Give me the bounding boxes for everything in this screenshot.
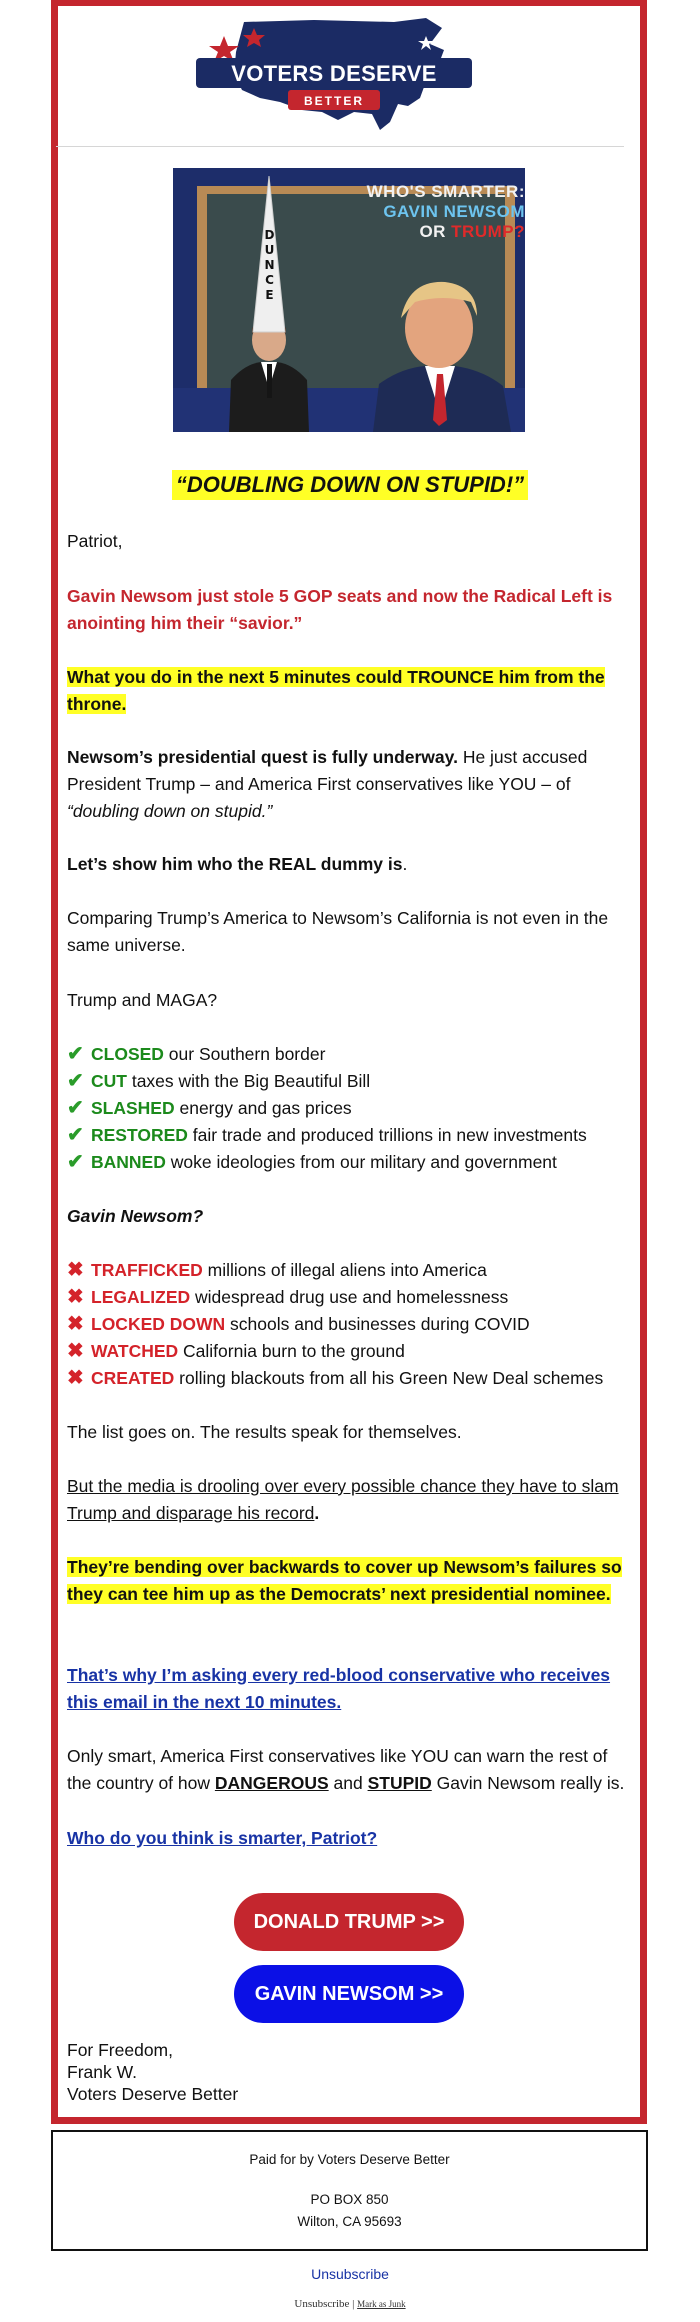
media-paragraph: But the media is drooling over every possible chance they have to slam Trump and disparage his record. [67, 1476, 619, 1523]
hero-line-3: OR TRUMP? [419, 222, 525, 241]
list-item: ✖ CREATED rolling blackouts from all his Green New Deal schemes [67, 1365, 634, 1392]
signoff [67, 2039, 634, 2105]
signoff-line: For Freedom, [67, 2040, 173, 2060]
paid-for-text: Paid for by Voters Deserve Better [249, 2152, 450, 2167]
list-item: ✖ TRAFFICKED millions of illegal aliens into America [67, 1257, 634, 1284]
list-item: ✖ LEGALIZED widespread drug use and homelessness [67, 1284, 634, 1311]
warn-paragraph: Only smart, America First conservatives like YOU can warn the rest of the country of how DANGEROUS and STUPID Gavin Newsom really is. [67, 1746, 625, 1793]
address-line-2: Wilton, CA 95693 [297, 2214, 402, 2229]
list-item: ✖ WATCHED California burn to the ground [67, 1338, 634, 1365]
list-item: ✔ CLOSED our Southern border [67, 1041, 634, 1068]
hero-headline [367, 182, 525, 242]
dummy-paragraph: Let’s show him who the REAL dummy is. [67, 854, 408, 874]
cross-icon: ✖ [67, 1340, 84, 1362]
comparison-paragraph: Comparing Trump’s America to Newsom’s California is not even in the same universe. [67, 908, 609, 955]
address-line-1: PO BOX 850 [310, 2192, 389, 2207]
logo-text: VOTERS DESERVE [231, 61, 437, 86]
unsubscribe-text-link[interactable]: Unsubscribe [294, 2298, 350, 2310]
headline [0, 470, 700, 500]
list-item: ✔ CUT taxes with the Big Beautiful Bill [67, 1068, 634, 1095]
cross-icon: ✖ [67, 1259, 84, 1281]
vote-trump-button[interactable]: DONALD TRUMP >> [234, 1893, 464, 1951]
question-link[interactable]: Who do you think is smarter, Patriot? [67, 1828, 378, 1848]
check-icon: ✔ [67, 1097, 84, 1119]
dunce-label: DUNCE [262, 228, 277, 303]
newsom-heading: Gavin Newsom? [67, 1206, 204, 1226]
quest-paragraph: Newsom’s presidential quest is fully underway. He just accused President Trump – and America First conservatives like YOU – of “doubling down on stupid.” [67, 747, 588, 821]
results-paragraph: The list goes on. The results speak for themselves. [67, 1422, 462, 1442]
list-item: ✔ BANNED woke ideologies from our military and government [67, 1149, 634, 1176]
cross-icon: ✖ [67, 1286, 84, 1308]
logo [0, 14, 700, 138]
list-item: ✔ SLASHED energy and gas prices [67, 1095, 634, 1122]
greeting: Patriot, [67, 531, 123, 551]
vote-newsom-button[interactable]: GAVIN NEWSOM >> [234, 1965, 464, 2023]
cross-icon: ✖ [67, 1313, 84, 1335]
unsubscribe-link[interactable]: Unsubscribe [311, 2266, 389, 2282]
mark-as-junk-link[interactable]: Mark as Junk [357, 2299, 406, 2309]
cross-icon: ✖ [67, 1367, 84, 1389]
newsom-list [67, 1257, 634, 1392]
hero-image[interactable] [173, 168, 525, 432]
divider [56, 146, 624, 147]
urgency-paragraph: What you do in the next 5 minutes could TROUNCE him from the throne. [67, 667, 605, 714]
trump-heading: Trump and MAGA? [67, 990, 218, 1010]
ask-link[interactable]: That’s why I’m asking every red-blood conservative who receives this email in the next 10 minutes. [67, 1665, 611, 1712]
list-item: ✖ LOCKED DOWN schools and businesses during COVID [67, 1311, 634, 1338]
headline-text: “DOUBLING DOWN ON STUPID!” [172, 470, 528, 500]
check-icon: ✔ [67, 1124, 84, 1146]
logo-subtext: BETTER [304, 94, 364, 108]
disclaimer-box [51, 2130, 648, 2251]
check-icon: ✔ [67, 1043, 84, 1065]
intro-paragraph: Gavin Newsom just stole 5 GOP seats and now the Radical Left is anointing him their “savior.” [67, 586, 613, 633]
signoff-org: Voters Deserve Better [67, 2084, 239, 2104]
check-icon: ✔ [67, 1070, 84, 1092]
hero-line-1: WHO'S SMARTER: [366, 182, 525, 201]
hero-line-2: GAVIN NEWSOM [383, 202, 525, 221]
signoff-name: Frank W. [67, 2062, 138, 2082]
coverup-paragraph: They’re bending over backwards to cover up Newsom’s failures so they can tee him up as the Democrats’ next presidential nominee. [67, 1557, 622, 1604]
bottom-links: Unsubscribe | Mark as Junk [294, 2298, 406, 2310]
list-item: ✔ RESTORED fair trade and produced trillions in new investments [67, 1122, 634, 1149]
check-icon: ✔ [67, 1151, 84, 1173]
trump-list [67, 1041, 634, 1176]
